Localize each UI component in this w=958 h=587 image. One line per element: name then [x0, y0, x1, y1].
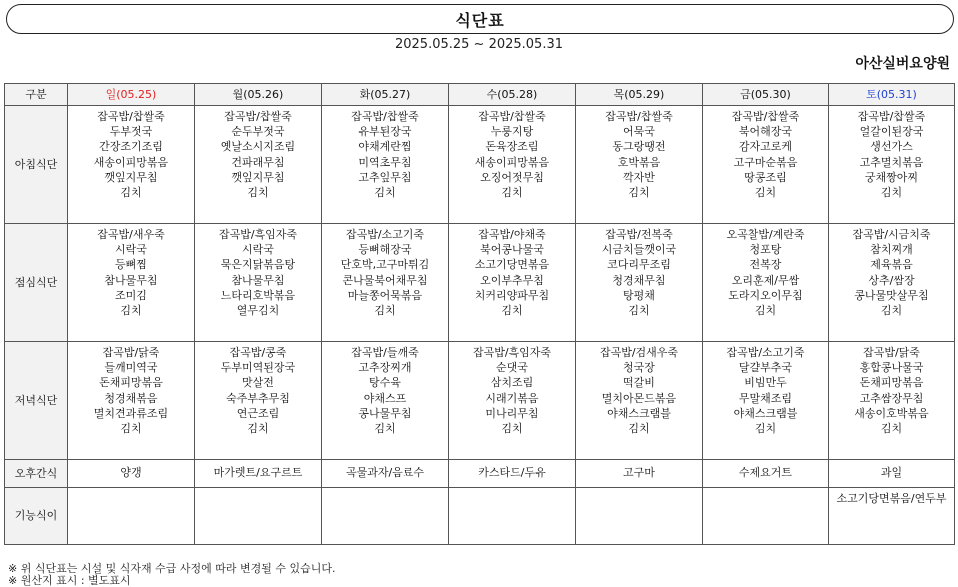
- menu-item: 홍합콩나물국: [859, 361, 924, 375]
- menu-item: 상추/쌈장: [868, 273, 915, 287]
- menu-item: 북어해장국: [738, 125, 793, 139]
- menu-item: 멸치아몬드볶음: [601, 391, 677, 405]
- menu-cell: [829, 106, 955, 224]
- menu-item: 과일: [880, 466, 903, 479]
- menu-item: 김치: [501, 304, 523, 318]
- menu-cell: [449, 106, 576, 224]
- menu-item: 돈채피망볶음: [99, 376, 163, 390]
- menu-cell: [449, 460, 576, 488]
- row-label: 오후간식: [5, 460, 68, 488]
- menu-cell: [829, 460, 955, 488]
- menu-item: 김치: [880, 422, 903, 436]
- meal-schedule-table: [4, 83, 955, 545]
- header-row: [5, 84, 955, 106]
- menu-item: 두부미역된장국: [220, 361, 296, 375]
- menu-item: 김치: [628, 186, 650, 200]
- header-day-4: 목(05.29): [576, 84, 703, 106]
- menu-cell: [703, 488, 829, 545]
- menu-cell: [68, 460, 195, 488]
- menu-cell: [703, 342, 829, 460]
- menu-item: 김치: [880, 186, 903, 200]
- menu-item: 묵은지닭볶음탕: [220, 258, 296, 272]
- menu-item: 김치: [501, 422, 523, 436]
- menu-item: 수제요거트: [738, 466, 793, 479]
- menu-item: 야채계란찜: [358, 140, 412, 154]
- menu-item: 콩나물맛살무침: [854, 288, 929, 302]
- row-label: 점심식단: [5, 224, 68, 342]
- menu-item: 콩나물무침: [358, 406, 412, 420]
- menu-item: 탕평채: [623, 288, 655, 302]
- menu-item: 깻잎지무침: [231, 170, 285, 184]
- menu-item: 김치: [374, 422, 396, 436]
- menu-item: 옛날소시지조림: [220, 140, 296, 154]
- menu-item: 돈육장조림: [485, 140, 539, 154]
- header-day-6: 토(05.31): [829, 84, 955, 106]
- menu-item: 누룽지탕: [490, 125, 534, 139]
- menu-cell: [576, 460, 703, 488]
- menu-item: 잡곡밥/야채죽: [478, 228, 546, 241]
- menu-item: 어묵국: [623, 125, 655, 139]
- menu-item: 코다리무조림: [607, 258, 671, 272]
- menu-item: 새송이피망볶음: [93, 155, 169, 169]
- header-day-5: 금(05.30): [703, 84, 829, 106]
- menu-title-box: [6, 4, 954, 34]
- menu-item: 순댓국: [496, 361, 528, 375]
- meal-row-4: [5, 488, 955, 545]
- menu-item: 삼치조림: [490, 376, 534, 390]
- menu-cell: [322, 106, 449, 224]
- menu-item: 참나물무침: [104, 273, 158, 287]
- menu-item: 시금치들깻이국: [601, 243, 677, 257]
- menu-item: 김치: [120, 186, 142, 200]
- menu-item: 제육볶음: [870, 258, 913, 272]
- footnote-2: ※ 원산지 표시 : 별도표시: [8, 574, 131, 587]
- menu-item: 단호박,고구마튀김: [340, 258, 430, 272]
- menu-item: 잡곡밥/새우죽: [97, 228, 165, 241]
- menu-item: 감자고로케: [738, 140, 793, 154]
- menu-item: 잡곡밥/콩죽: [229, 346, 287, 359]
- menu-item: 김치: [374, 186, 396, 200]
- menu-cell: [829, 488, 955, 545]
- row-label: 저녁식단: [5, 342, 68, 460]
- menu-item: 조미김: [115, 288, 147, 302]
- menu-item: 전복장: [749, 258, 782, 272]
- menu-item: 두부젓국: [109, 125, 153, 139]
- menu-item: 호박볶음: [617, 155, 661, 169]
- menu-item: 마늘쫑어묵볶음: [347, 288, 423, 302]
- menu-item: 열무김치: [236, 304, 280, 318]
- menu-cell: [449, 488, 576, 545]
- menu-item: 숙주부추무침: [226, 391, 290, 405]
- menu-item: 동그랑땡전: [612, 140, 666, 154]
- menu-item: 순두부젓국: [231, 125, 285, 139]
- menu-item: 비빔만두: [744, 376, 787, 390]
- menu-item: 김치: [247, 422, 269, 436]
- menu-cell: [576, 488, 703, 545]
- menu-cell: [322, 488, 449, 545]
- menu-item: 고추쌈장무침: [859, 391, 924, 405]
- menu-item: 떡갈비: [623, 376, 655, 390]
- menu-item: 잡곡밥/시금치죽: [852, 228, 931, 241]
- menu-item: 잡곡밥/찹쌀죽: [478, 110, 546, 123]
- menu-item: 새송이피망볶음: [474, 155, 550, 169]
- menu-item: 잡곡밥/닭죽: [863, 346, 920, 359]
- menu-cell: [195, 342, 322, 460]
- menu-cell: [703, 460, 829, 488]
- menu-cell: [195, 488, 322, 545]
- menu-cell: [195, 106, 322, 224]
- menu-item: 김치: [754, 186, 777, 200]
- menu-item: 고구마순볶음: [733, 155, 798, 169]
- menu-item: 고구마: [623, 466, 655, 479]
- menu-item: 등뼈해장국: [358, 243, 412, 257]
- menu-item: 치커리양파무침: [474, 288, 550, 302]
- meal-row-3: [5, 460, 955, 488]
- menu-item: 잡곡밥/소고기죽: [726, 346, 805, 359]
- menu-item: 잡곡밥/흑임자죽: [472, 346, 552, 359]
- menu-item: 참치찌개: [870, 243, 913, 257]
- menu-item: 잡곡밥/소고기죽: [345, 228, 425, 241]
- menu-item: 청경채무침: [612, 273, 666, 287]
- menu-item: 잡곡밥/흑임자죽: [218, 228, 298, 241]
- menu-cell: [68, 224, 195, 342]
- menu-item: 잡곡밥/찹쌀죽: [224, 110, 292, 123]
- menu-item: 땅콩조림: [744, 170, 787, 184]
- menu-item: 김치: [120, 304, 142, 318]
- menu-item: 김치: [880, 304, 903, 318]
- menu-item: 야채스크램블: [733, 406, 798, 420]
- facility-name: 아산실버요양원: [855, 56, 950, 72]
- menu-item: 오리훈제/무쌈: [731, 273, 800, 287]
- menu-item: 잡곡밥/들깨죽: [351, 346, 419, 359]
- header-day-1: 월(05.26): [195, 84, 322, 106]
- menu-item: 김치: [628, 422, 650, 436]
- menu-item: 잡곡밥/찹쌀죽: [731, 110, 800, 123]
- menu-item: 깍자반: [623, 170, 655, 184]
- menu-cell: [68, 342, 195, 460]
- menu-cell: [829, 224, 955, 342]
- menu-item: 잡곡밥/검새우죽: [599, 346, 679, 359]
- menu-item: 미역초무침: [358, 155, 412, 169]
- meal-row-2: [5, 342, 955, 460]
- menu-cell: [703, 224, 829, 342]
- menu-item: 곡물과자/음료수: [345, 466, 425, 479]
- menu-item: 양갱: [120, 466, 142, 479]
- menu-item: 맛살전: [242, 376, 274, 390]
- menu-item: 시래기볶음: [485, 391, 539, 405]
- menu-item: 소고기당면볶음/연두부: [836, 492, 947, 505]
- menu-item: 잡곡밥/찹쌀죽: [97, 110, 165, 123]
- menu-item: 등뼈찜: [115, 258, 147, 272]
- menu-item: 간장조기조림: [99, 140, 163, 154]
- menu-item: 잡곡밥/찹쌀죽: [857, 110, 926, 123]
- menu-item: 야채스크램블: [607, 406, 671, 420]
- header-day-2: 화(05.27): [322, 84, 449, 106]
- menu-item: 고추장찌개: [358, 361, 412, 375]
- menu-item: 소고기당면볶음: [474, 258, 550, 272]
- menu-cell: [322, 342, 449, 460]
- menu-item: 카스타드/두유: [478, 466, 546, 479]
- menu-item: 고추잎무침: [358, 170, 412, 184]
- menu-item: 들깨미역국: [104, 361, 158, 375]
- date-range: 2025.05.25 ~ 2025.05.31: [394, 37, 564, 52]
- menu-item: 오곡찰밥/계란죽: [726, 228, 805, 241]
- menu-item: 생선가스: [870, 140, 913, 154]
- menu-item: 달걀부추국: [738, 361, 793, 375]
- menu-item: 잡곡밥/전복죽: [605, 228, 673, 241]
- menu-item: 유부된장국: [358, 125, 412, 139]
- menu-item: 오이부추무침: [480, 273, 544, 287]
- menu-item: 건파래무침: [231, 155, 285, 169]
- header-category: 구분: [5, 84, 68, 106]
- menu-item: 돈채피망볶음: [859, 376, 924, 390]
- footnote-1: ※ 위 식단표는 시설 및 식자재 수급 사정에 따라 변경될 수 있습니다.: [8, 562, 336, 575]
- meal-row-0: [5, 106, 955, 224]
- menu-item: 김치: [374, 304, 396, 318]
- menu-item: 김치: [501, 186, 523, 200]
- menu-item: 깻잎지무침: [104, 170, 158, 184]
- menu-item: 도라지오이무침: [728, 288, 803, 302]
- menu-item: 미나리무침: [485, 406, 539, 420]
- menu-cell: [195, 224, 322, 342]
- menu-cell: [322, 224, 449, 342]
- menu-cell: [576, 106, 703, 224]
- menu-item: 시락국: [242, 243, 274, 257]
- menu-item: 북어콩나물국: [480, 243, 544, 257]
- menu-item: 김치: [120, 422, 142, 436]
- menu-cell: [449, 342, 576, 460]
- menu-cell: [576, 224, 703, 342]
- menu-item: 마가렛트/요구르트: [213, 466, 303, 479]
- menu-item: 연근조림: [236, 406, 280, 420]
- menu-item: 고추멸치볶음: [859, 155, 924, 169]
- menu-item: 느타리호박볶음: [220, 288, 296, 302]
- header-day-0: 일(05.25): [68, 84, 195, 106]
- menu-item: 잡곡밥/찹쌀죽: [605, 110, 673, 123]
- menu-item: 궁채짱아찌: [864, 170, 919, 184]
- menu-item: 청경채볶음: [104, 391, 158, 405]
- row-label: 기능식이: [5, 488, 68, 545]
- menu-item: 멸치견과류조림: [93, 406, 169, 420]
- menu-item: 참나물무침: [231, 273, 285, 287]
- page-title: 식단표: [455, 10, 505, 30]
- menu-item: 무말채조림: [738, 391, 793, 405]
- menu-item: 야채스프: [363, 391, 407, 405]
- menu-item: 새송이호박볶음: [854, 406, 929, 420]
- header-day-3: 수(05.28): [449, 84, 576, 106]
- menu-cell: [195, 460, 322, 488]
- menu-cell: [576, 342, 703, 460]
- menu-item: 얼갈이된장국: [859, 125, 924, 139]
- meal-row-1: [5, 224, 955, 342]
- menu-item: 콘나물북어채무침: [342, 273, 428, 287]
- menu-cell: [449, 224, 576, 342]
- row-label: 아침식단: [5, 106, 68, 224]
- menu-item: 오징어젓무침: [480, 170, 544, 184]
- menu-cell: [68, 488, 195, 545]
- menu-item: 청포탕: [749, 243, 782, 257]
- menu-item: 청국장: [623, 361, 655, 375]
- menu-item: 김치: [247, 186, 269, 200]
- menu-cell: [829, 342, 955, 460]
- menu-item: 시락국: [115, 243, 147, 257]
- menu-item: 잡곡밥/닭죽: [102, 346, 160, 359]
- menu-item: 잡곡밥/찹쌀죽: [351, 110, 419, 123]
- menu-cell: [68, 106, 195, 224]
- menu-item: 김치: [628, 304, 650, 318]
- menu-cell: [703, 106, 829, 224]
- menu-item: 탕수육: [369, 376, 401, 390]
- menu-item: 김치: [754, 304, 777, 318]
- menu-item: 김치: [754, 422, 777, 436]
- footnotes: [8, 563, 335, 587]
- menu-cell: [322, 460, 449, 488]
